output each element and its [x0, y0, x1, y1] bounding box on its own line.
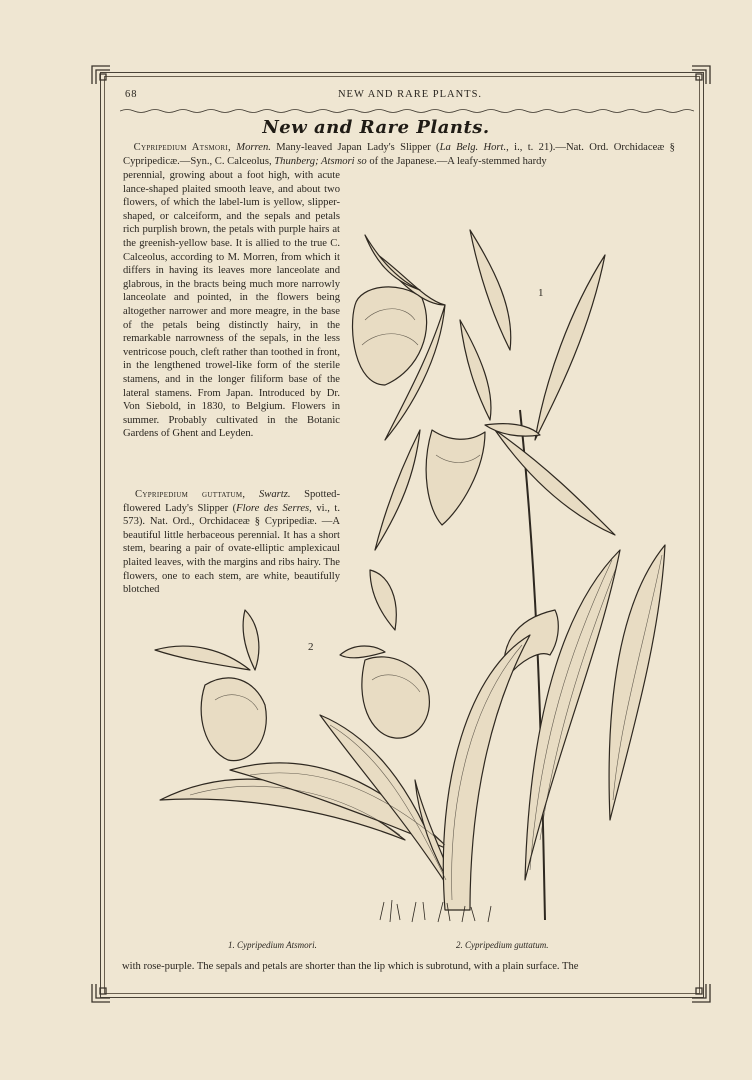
corner-ornament-icon — [90, 982, 114, 1006]
entry1-name: Cypripedium Atsmori, — [133, 142, 231, 153]
entry1-intro — [123, 141, 675, 168]
figure-label-1: 1 — [538, 287, 544, 299]
entry1-ref: La Belg. Hort. — [439, 142, 507, 153]
corner-ornament-icon — [688, 62, 712, 86]
continuation-text: with rose-purple. The sepals and petals are shorter than the lip which is subrotund, with a plain surface. The — [122, 961, 579, 972]
entry1-syn-author: Thunberg; Atsmori so — [274, 155, 367, 167]
entry2-ref: Flore des Serres — [236, 502, 310, 514]
figure-label-2: 2 — [308, 641, 314, 653]
entry2-text-b: , vi., t. 573). Nat. Ord., Orchidaceæ § Cypripediæ. —A beautiful little herbaceous perennial. It has a short stem, bearing a pair of ovate-elliptic amplexicaul plaited leaves, with the margins and ribs hairy. The flowers, one to each stem, are white, beautifully blotched — [123, 502, 340, 596]
caption-2: 2. Cypripedium guttatum. — [456, 940, 549, 950]
orchid-illustration — [150, 180, 680, 930]
entry2-text-a: Spotted-flowered Lady's Slipper ( — [123, 489, 341, 514]
entry1-column-text: perennial, growing about a foot high, with acute lance-shaped plaited smooth leave, and about two flowers, of which the label-lum is yellow, slipper-shaped, or calceiform, and the sepals and petals rich purplish brown, the petals with purple hairs at the greenish-yellow base. It is allied to the true C. Calceolus, according to M. Morren, from which it differs in having its leaves more lanceolate and glabrous, in the bracts being much more narrowly lanceolate and pointed, in the flowers being altogether narrower and more meagre, in the base of the petals being distinctly hairy, in the remarkable narrowness of the sepals, in the less ventricose pouch, cleft rather than toothed in front, in the lengthened trowel-like form of the sterile stamens, and in the longer filiform base of the lateral stamens. From Japan. Introduced by Dr. Von Siebold, in 1830, to Belgium. Flowers in summer. Probably cultivated in the Botanic Gardens of Ghent and Leyden. — [123, 170, 340, 440]
corner-ornament-icon — [90, 62, 114, 86]
entry1-text-b: , i., t. 21).—Nat. Ord. Orchidaceæ § Cypripedicæ.—Syn., C. Calceolus, — [123, 142, 675, 167]
entry1-text-c: of the Japanese.—A leafy-stemmed hardy — [369, 155, 547, 167]
running-title: NEW AND RARE PLANTS. — [337, 89, 483, 100]
caption-1: 1. Cypripedium Atsmori. — [228, 940, 317, 950]
entry1-authority: Morren. — [236, 142, 271, 153]
head-rule — [120, 108, 694, 114]
corner-ornament-icon — [688, 982, 712, 1006]
entry2-name: Cypripedium guttatum, — [135, 489, 246, 500]
page-number: 68 — [125, 89, 138, 100]
running-head — [125, 89, 695, 105]
entry2-authority: Swartz. — [258, 489, 291, 500]
section-title: New and Rare Plants. — [262, 117, 490, 138]
entry1-text-a: Many-leaved Japan Lady's Slipper ( — [276, 142, 440, 153]
